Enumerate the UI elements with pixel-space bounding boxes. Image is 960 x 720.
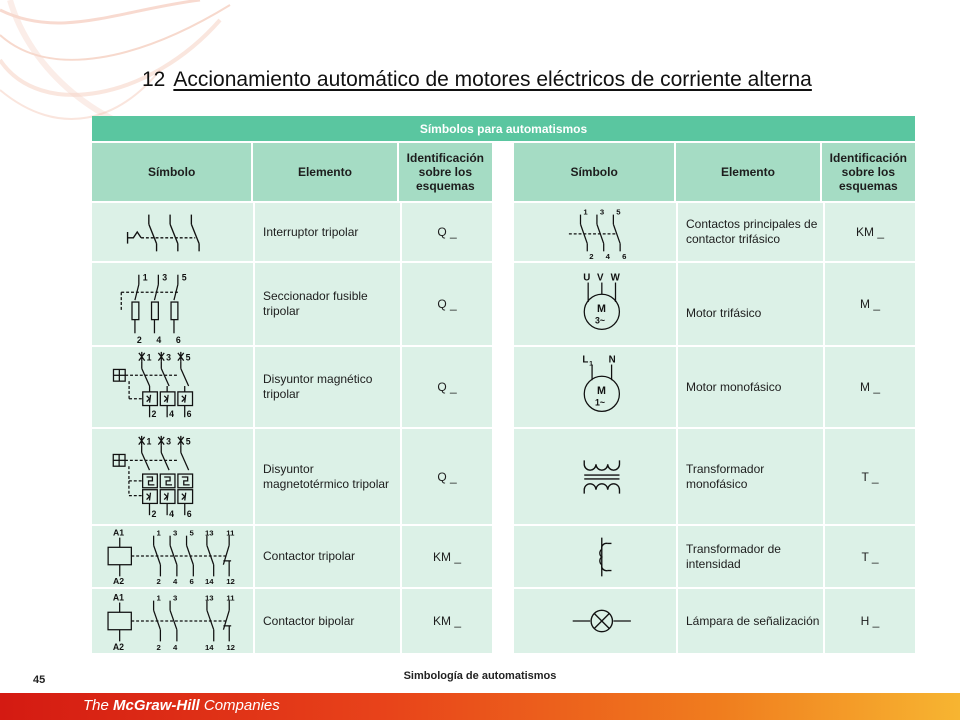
pin-label: 6 (175, 335, 181, 345)
pin-label: 1 (156, 528, 161, 538)
symbol-cell (514, 526, 678, 587)
ident-cell: M _ (825, 263, 915, 345)
symbol-cell (514, 429, 678, 524)
ident-cell: T _ (825, 429, 915, 524)
pin-label: 4 (172, 577, 177, 587)
symbol-cell (514, 263, 678, 345)
header-symbol: Símbolo (514, 143, 676, 201)
current-transformer-symbol (520, 526, 670, 587)
ident-cell: M _ (825, 347, 915, 427)
terminal-label: U (583, 272, 591, 284)
pin-label: 3 (161, 272, 167, 283)
pin-label: 6 (622, 252, 627, 261)
pin-label: 3 (165, 436, 171, 447)
brand-prefix: The (83, 697, 114, 714)
pin-label: 5 (181, 272, 187, 283)
pin-label: 4 (605, 252, 610, 261)
table-row (514, 345, 915, 427)
element-cell: Contactos principales de contactor trifásico (678, 203, 825, 261)
single-phase-transformer-symbol (520, 429, 670, 524)
pin-label: 2 (150, 509, 156, 520)
coil-label: A1 (112, 527, 124, 538)
element-cell: Seccionador fusible tripolar (255, 263, 402, 345)
element-cell: Contactor bipolar (255, 589, 402, 653)
publisher-logo (83, 697, 280, 714)
ident-cell: Q _ (402, 263, 492, 345)
pin-label: 2 (156, 577, 161, 587)
aux-label: 12 (225, 577, 235, 587)
table-row (514, 261, 915, 345)
table-row (92, 587, 492, 653)
aux-label: 11 (225, 593, 235, 603)
footer-title: Simbología de automatismos (403, 670, 557, 682)
single-phase-motor-symbol (520, 347, 670, 427)
header-element: Elemento (253, 143, 398, 201)
two-pole-contactor-symbol (98, 589, 248, 653)
symbol-cell (92, 526, 255, 587)
table-row (92, 261, 492, 345)
ident-cell: Q _ (402, 429, 492, 524)
aux-label: 14 (204, 643, 214, 653)
symbol-cell (92, 429, 255, 524)
coil-label: A1 (112, 592, 124, 603)
brand-suffix: Companies (199, 697, 280, 714)
header-row (92, 143, 492, 201)
table-row (514, 587, 915, 653)
symbol-cell (92, 589, 255, 653)
pin-label: 4 (168, 509, 174, 520)
symbol-cell (514, 203, 678, 261)
ident-cell: Q _ (402, 347, 492, 427)
header-row (514, 143, 915, 201)
pin-label: 4 (168, 409, 174, 420)
element-cell: Transformador de intensidad (678, 526, 825, 587)
signal-lamp-symbol (520, 589, 670, 653)
ident-cell: Q _ (402, 203, 492, 261)
pin-label: 2 (156, 643, 161, 653)
ident-cell: KM _ (402, 589, 492, 653)
element-cell: Lámpara de señalización (678, 589, 825, 653)
table-row (514, 201, 915, 261)
element-cell: Contactor tripolar (255, 526, 402, 587)
terminal-label: L (582, 354, 589, 366)
motor-label: M (596, 302, 606, 315)
table-row (92, 201, 492, 261)
motor-phase-label: 1~ (595, 397, 605, 408)
pin-label: 5 (185, 352, 191, 363)
three-phase-motor-symbol (520, 263, 670, 345)
aux-label: 14 (204, 577, 214, 587)
header-symbol: Símbolo (92, 143, 253, 201)
pin-label: 1 (146, 352, 152, 363)
ident-cell: T _ (825, 526, 915, 587)
element-cell: Disyuntor magnetotérmico tripolar (255, 429, 402, 524)
pin-label: 4 (172, 643, 177, 653)
ident-cell: KM _ (825, 203, 915, 261)
coil-label: A2 (112, 642, 124, 653)
table-right-half (514, 143, 915, 653)
symbol-cell (92, 203, 255, 261)
aux-label: 13 (204, 593, 214, 603)
header-ident: Identificación sobre los esquemas (822, 143, 915, 201)
pin-label: 4 (155, 335, 161, 345)
main-contacts-symbol (520, 203, 670, 261)
ident-cell: KM _ (402, 526, 492, 587)
three-pole-contactor-symbol (98, 526, 248, 587)
header-element: Elemento (676, 143, 821, 201)
pin-label: 2 (136, 335, 142, 345)
table-row (92, 427, 492, 524)
aux-label: 13 (204, 528, 214, 538)
element-cell: Interruptor tripolar (255, 203, 402, 261)
terminal-label: N (608, 354, 616, 366)
slide-number: 12 (142, 68, 166, 91)
aux-label: 11 (225, 528, 234, 538)
aux-label: 12 (225, 643, 235, 653)
symbol-cell (514, 589, 678, 653)
thermomagnetic-breaker-symbol (98, 429, 248, 524)
table-left-half (92, 143, 492, 653)
table-banner: Símbolos para automatismos (92, 116, 915, 141)
page-number: 45 (33, 674, 46, 686)
element-cell: Transformador monofásico (678, 429, 825, 524)
pin-label: 6 (186, 509, 192, 520)
pin-label: 1 (146, 436, 151, 447)
pin-label: 1 (142, 272, 148, 283)
terminal-label: V (596, 272, 604, 284)
pin-label: 2 (589, 252, 594, 261)
symbol-cell (92, 347, 255, 427)
magnetic-breaker-symbol (98, 347, 248, 427)
fuse-disconnector-symbol (98, 263, 248, 345)
pin-label: 6 (188, 577, 194, 587)
coil-label: A2 (112, 576, 124, 587)
pin-label: 5 (616, 207, 621, 217)
header-ident: Identificación sobre los esquemas (399, 143, 492, 201)
motor-label: M (596, 384, 606, 397)
pin-label: 3 (172, 593, 177, 603)
ident-cell: H _ (825, 589, 915, 653)
pin-label: 1 (583, 207, 588, 217)
element-cell: Disyuntor magnético tripolar (255, 347, 402, 427)
pin-label: 5 (185, 436, 191, 447)
pin-label: 3 (165, 352, 171, 363)
table-row (92, 524, 492, 587)
terminal-label: W (610, 272, 620, 284)
symbol-cell (514, 347, 678, 427)
three-pole-switch-symbol (98, 203, 248, 261)
element-cell: Motor monofásico (678, 347, 825, 427)
slide-title-text: Accionamiento automático de motores eléctricos de corriente alterna (173, 68, 812, 91)
brand-name: McGraw-Hill (113, 697, 200, 714)
terminal-index: 1 (589, 360, 593, 368)
symbols-table (92, 116, 915, 656)
pin-label: 1 (156, 593, 161, 603)
table-row (514, 427, 915, 524)
pin-label: 3 (172, 528, 177, 538)
slide-title (142, 68, 812, 92)
motor-phase-label: 3~ (595, 315, 605, 326)
table-row (92, 345, 492, 427)
pin-label: 6 (186, 409, 192, 420)
table-row (514, 524, 915, 587)
pin-label: 5 (188, 528, 194, 538)
symbol-cell (92, 263, 255, 345)
pin-label: 3 (599, 207, 605, 217)
pin-label: 2 (151, 409, 156, 420)
element-cell: Motor trifásico (678, 263, 825, 345)
